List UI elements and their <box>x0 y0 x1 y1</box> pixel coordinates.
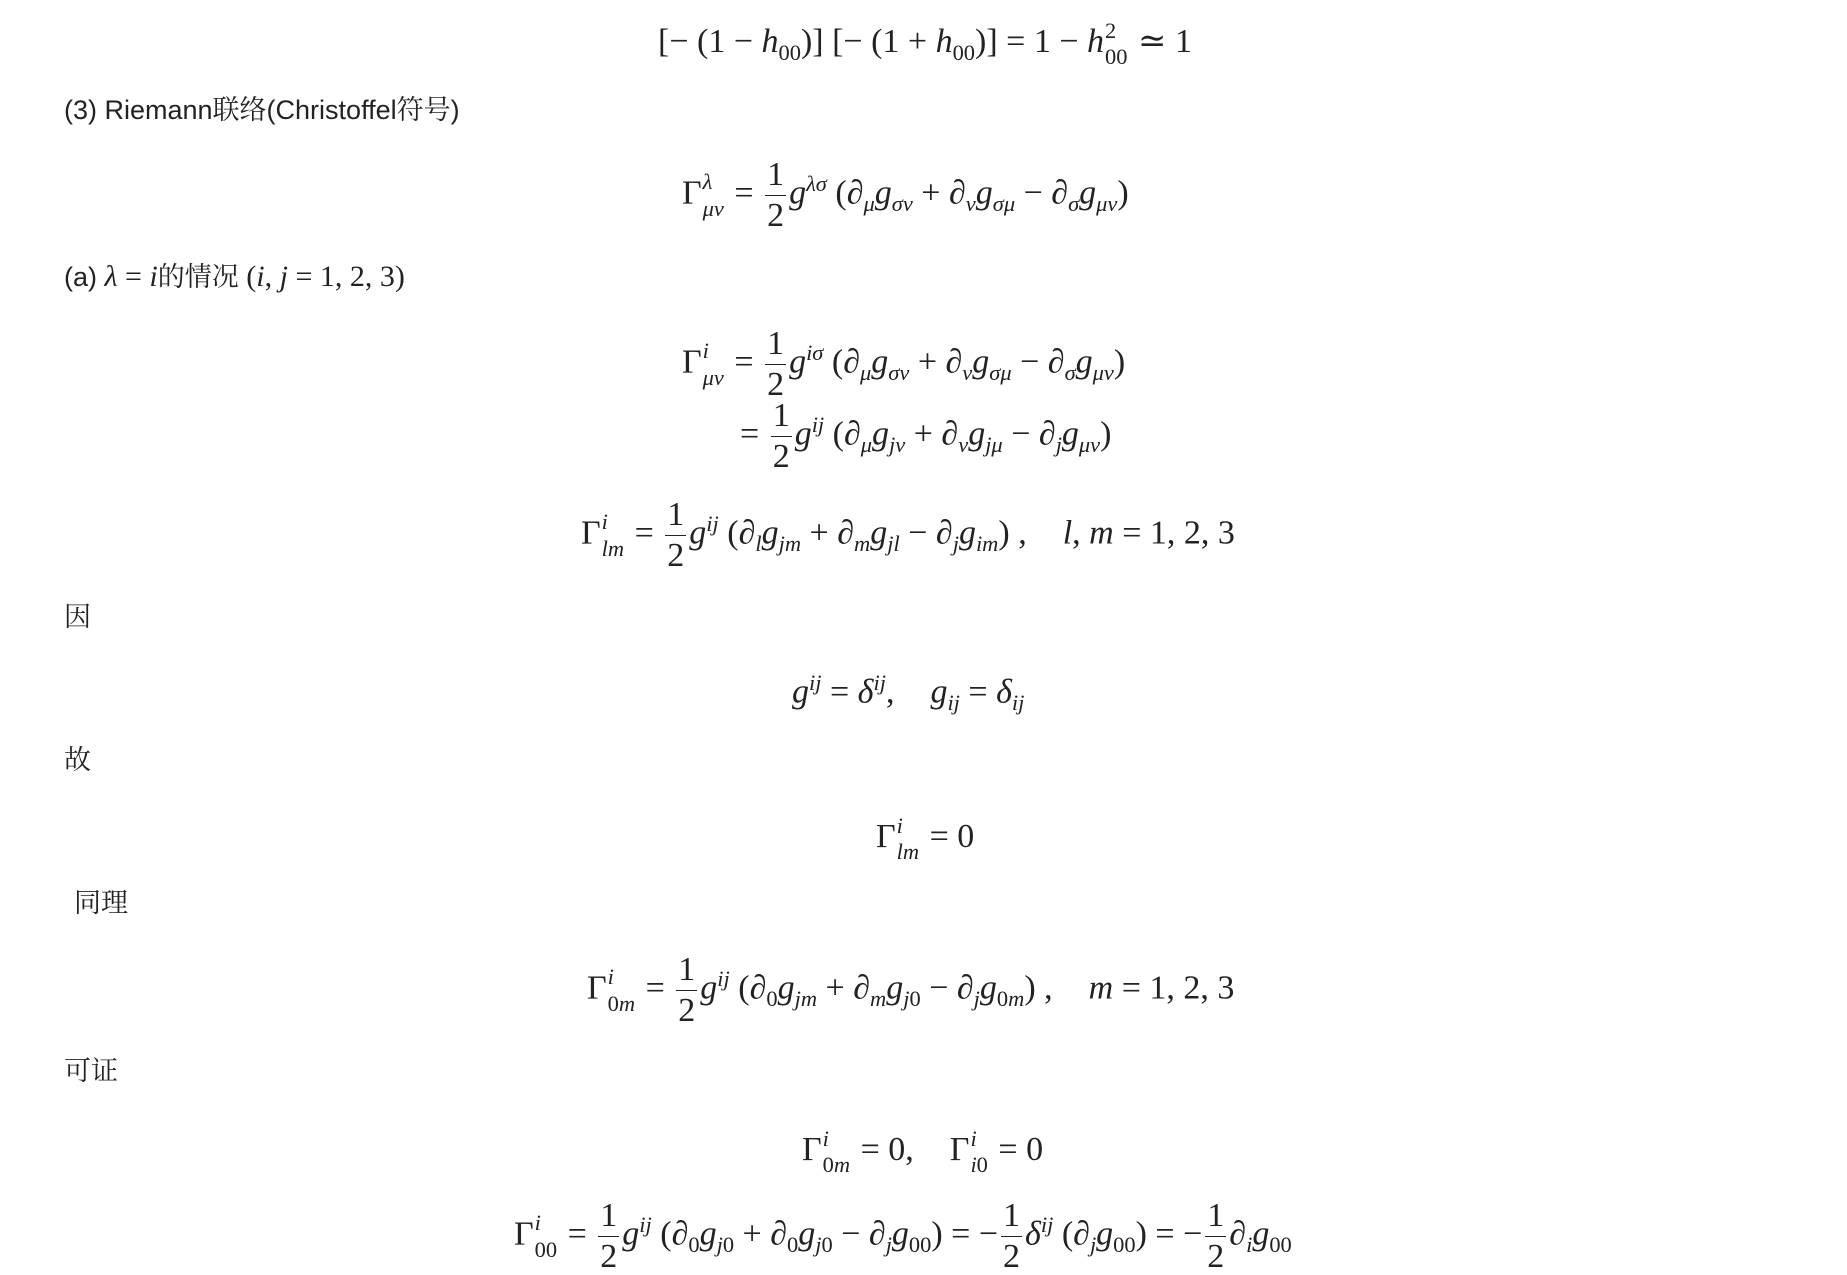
equation-gamma-i-mu-nu-line1: Γ i μν = $\frac{1}{2}$ $g^{i\sigma}$ $(\partial_\mu g_{\sigma\nu} + \partial_\nu g_{\sigma\mu} - \partial_\sigma g_{\mu\nu})$ <box>682 325 1126 403</box>
equation-gamma-i-0m-zero: Γ i 0m = 0, Γ i i0 = 0 <box>802 1126 1044 1178</box>
case-a-label: (a) λ = i的情况 (i, j = 1, 2, 3) <box>64 260 405 293</box>
equation-gamma-i-lm: Γ i lm = $\frac{1}{2}$ $g^{ij}$ $(\partial_lg_{jm} + \partial_mg_{jl} - \partial_jg_{im})$ , l, m = 1, 2, 3 <box>581 496 1235 574</box>
equation-gamma-i-00: Γ i 00 = $\frac{1}{2}$ $g^{ij}$ $(\partial_0g_{j0} + \partial_0g_{j0} - \partial_jg_{00})$ = − $\frac{1}{2}$ $\delta^{ij}$ $(\partial_jg_{00})$ = − $\frac{1}{2}$ $\partial_ig_{00}$ <box>514 1197 1292 1275</box>
word-provable: 可证 <box>64 1056 118 1086</box>
equation-gamma-i-0m: Γ i 0m = $\frac{1}{2}$ $g^{ij}$ $(\partial_0g_{jm} + \partial_mg_{j0} - \partial_jg_{0m})$ , m = 1, 2, 3 <box>587 951 1235 1029</box>
equation-gamma-i-lm-zero: Γ i lm = 0 <box>876 813 975 865</box>
section-heading: (3) Riemann联络(Christoffel符号) <box>64 95 460 125</box>
equation-metric-product: [− $(1 - h_{00})$] [− $(1 + h_{00})] = 1 - h$ 2 00 ≃ 1 <box>658 18 1192 70</box>
word-therefore: 故 <box>64 745 91 775</box>
equation-christoffel-general: Γ λ μν = $\frac{1}{2}$ $g^{\lambda\sigma}$ $(\partial_\mu g_{\sigma\nu} + \partial_\nu g_{\sigma\mu} - \partial_\sigma g_{\mu\nu})$ <box>682 156 1129 234</box>
word-similarly: 同理 <box>74 888 128 918</box>
word-because: 因 <box>64 602 91 632</box>
equation-flat-metric: $g^{ij} = \delta^{ij}$, $g_{ij} = \delta_{ij}$ <box>792 670 1025 716</box>
equation-gamma-i-mu-nu-line2: = $\frac{1}{2}$ $g^{ij}$ $(\partial_\mu g_{j\nu} + \partial_\nu g_{j\mu} - \partial_jg_{\mu\nu})$ <box>740 397 1112 475</box>
